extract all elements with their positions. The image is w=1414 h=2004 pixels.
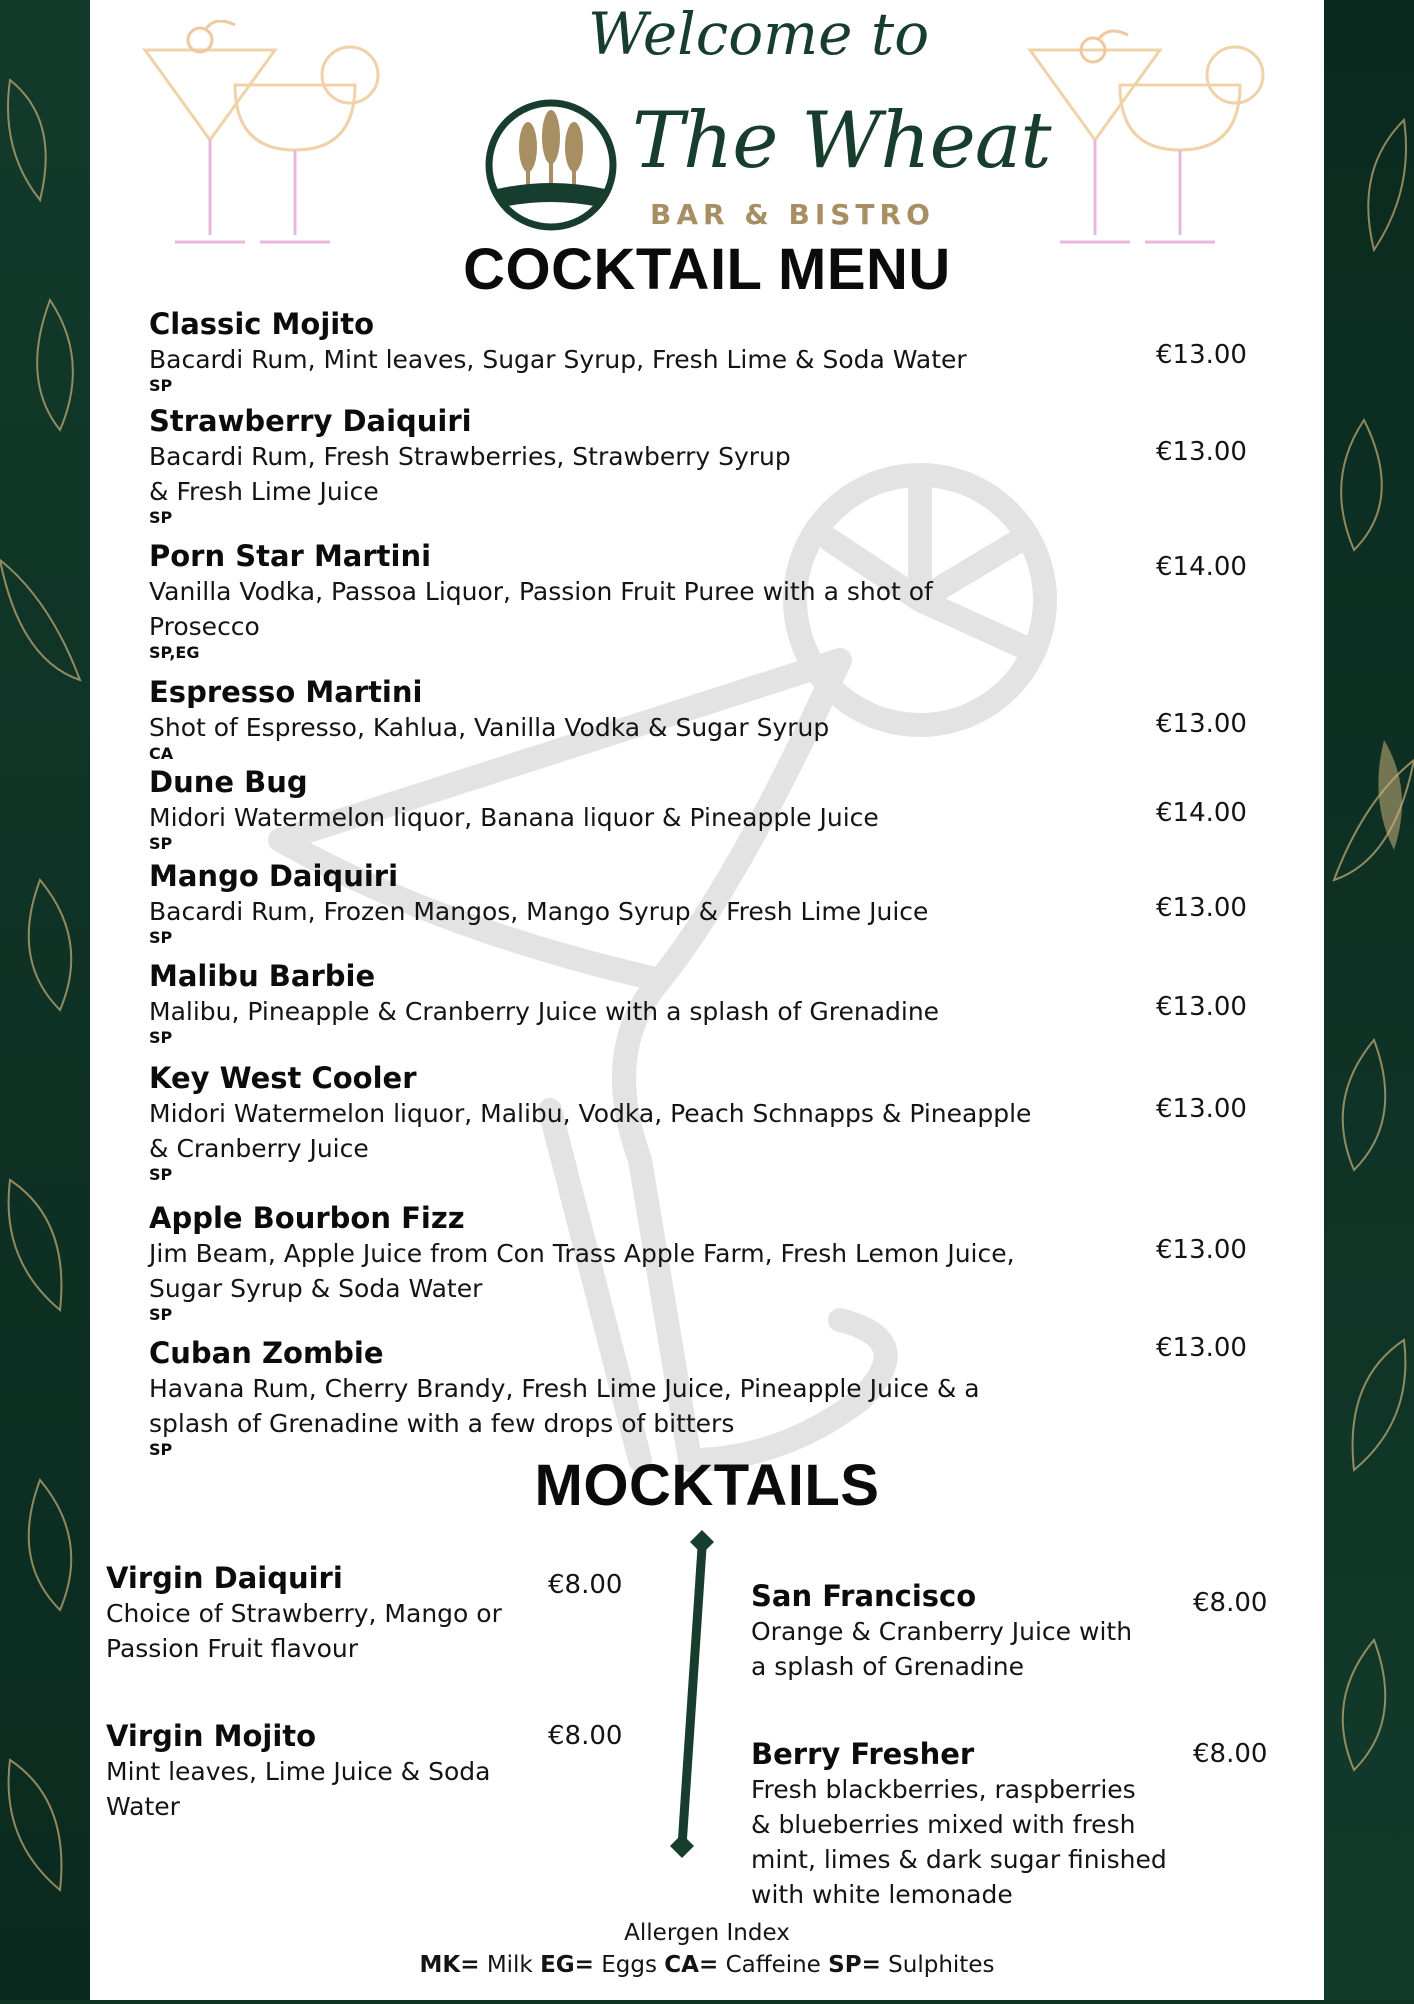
cocktail-description: Bacardi Rum, Frozen Mangos, Mango Syrup & Fresh Lime Juice [149,897,929,926]
cocktail-price: €13.00 [1156,340,1247,370]
allergen-code: CA= [664,1952,719,1978]
cocktail-description: Jim Beam, Apple Juice from Con Trass Apple Farm, Fresh Lemon Juice, [149,1239,1015,1268]
mocktail-price: €8.00 [548,1721,623,1751]
mocktail-description: mint, limes & dark sugar finished [751,1845,1167,1874]
cocktail-allergen: SP [149,1305,173,1324]
cocktail-allergen: SP [149,928,173,947]
cocktail-description: & Fresh Lime Juice [149,477,379,506]
welcome-text: Welcome to [588,0,930,68]
cocktail-name: Espresso Martini [149,675,423,709]
cocktail-price: €13.00 [1156,437,1247,467]
mocktail-description: & blueberries mixed with fresh [751,1810,1136,1839]
mocktail-name: Virgin Daiquiri [106,1561,343,1595]
mocktail-description: with white lemonade [751,1880,1013,1909]
cocktail-item [149,306,1049,395]
cocktail-name: Apple Bourbon Fizz [149,1201,465,1235]
allergen-label: Sulphites [888,1952,995,1978]
cocktail-description: Havana Rum, Cherry Brandy, Fresh Lime Juice, Pineapple Juice & a [149,1374,980,1403]
mocktail-name: Virgin Mojito [106,1719,317,1753]
cocktail-glasses-left-icon [140,20,390,260]
mocktail-description: a splash of Grenadine [751,1652,1024,1681]
mocktail-description: Choice of Strawberry, Mango or [106,1599,502,1628]
cocktail-glasses-right-icon [1025,20,1275,260]
cocktail-allergen: SP [149,1028,173,1047]
allergen-label: Milk [486,1952,533,1978]
cocktail-name: Mango Daiquiri [149,859,399,893]
cocktail-description: Vanilla Vodka, Passoa Liquor, Passion Fruit Puree with a shot of [149,577,933,606]
cocktail-name: Classic Mojito [149,307,374,341]
cocktail-menu-title: COCKTAIL MENU [463,237,951,302]
cocktail-price: €13.00 [1156,893,1247,923]
brand-subtitle: BAR & BISTRO [650,198,935,231]
cocktail-name: Strawberry Daiquiri [149,404,472,438]
cocktail-item [149,1335,1049,1459]
cocktail-item [149,1060,1049,1184]
cocktail-allergen: SP [149,508,173,527]
mocktail-item [106,1560,526,1666]
cocktail-description: splash of Grenadine with a few drops of bitters [149,1409,735,1438]
cocktail-item [149,1200,1049,1324]
mocktail-name: San Francisco [751,1579,977,1613]
cocktail-allergen: CA [149,744,174,763]
cocktail-price: €14.00 [1156,552,1247,582]
cocktail-description: Prosecco [149,612,260,641]
cocktail-item [149,764,1049,853]
brand-name: The Wheat [632,96,1051,186]
cocktail-description: & Cranberry Juice [149,1134,369,1163]
cocktail-price: €13.00 [1156,992,1247,1022]
cocktail-allergen: SP [149,376,173,395]
cocktail-item [149,858,1049,947]
cocktail-price: €13.00 [1156,1333,1247,1363]
mocktail-description: Fresh blackberries, raspberries [751,1775,1136,1804]
cocktail-stirrer-divider [660,1520,750,1860]
mocktail-price: €8.00 [548,1570,623,1600]
mocktail-description: Passion Fruit flavour [106,1634,359,1663]
cocktail-item [149,674,1049,763]
cocktail-name: Cuban Zombie [149,1336,384,1370]
allergen-label: Caffeine [725,1952,821,1978]
cocktail-item [149,538,1049,662]
mocktail-description: Orange & Cranberry Juice with [751,1617,1133,1646]
cocktail-name: Key West Cooler [149,1061,417,1095]
mocktail-item [751,1736,1171,1912]
cocktail-allergen: SP,EG [149,643,200,662]
cocktail-description: Bacardi Rum, Mint leaves, Sugar Syrup, Fresh Lime & Soda Water [149,345,967,374]
mocktail-description: Mint leaves, Lime Juice & Soda [106,1757,491,1786]
cocktail-allergen: SP [149,834,173,853]
cocktail-price: €13.00 [1156,1094,1247,1124]
mocktail-item [106,1718,526,1824]
cocktail-name: Dune Bug [149,765,308,799]
mocktail-price: €8.00 [1193,1588,1268,1618]
cocktail-name: Malibu Barbie [149,959,376,993]
cocktail-description: Bacardi Rum, Fresh Strawberries, Strawberry Syrup [149,442,791,471]
cocktail-item [149,958,1049,1047]
mocktail-name: Berry Fresher [751,1737,975,1771]
cocktail-description: Shot of Espresso, Kahlua, Vanilla Vodka & Sugar Syrup [149,713,830,742]
allergen-index-legend [0,1952,1414,1978]
cocktail-price: €13.00 [1156,709,1247,739]
allergen-label: Eggs [601,1952,657,1978]
cocktail-item [149,403,1049,527]
mocktail-item [751,1578,1171,1684]
cocktail-description: Midori Watermelon liquor, Malibu, Vodka, Peach Schnapps & Pineapple [149,1099,1032,1128]
mocktail-description: Water [106,1792,180,1821]
allergen-code: EG= [540,1952,594,1978]
cocktail-description: Sugar Syrup & Soda Water [149,1274,483,1303]
allergen-code: MK= [419,1952,480,1978]
allergen-code: SP= [828,1952,881,1978]
cocktail-price: €13.00 [1156,1235,1247,1265]
cocktail-allergen: SP [149,1440,173,1459]
cocktail-price: €14.00 [1156,798,1247,828]
cocktail-name: Porn Star Martini [149,539,432,573]
cocktail-allergen: SP [149,1165,173,1184]
mocktail-price: €8.00 [1193,1739,1268,1769]
allergen-index-title: Allergen Index [624,1920,790,1946]
mocktails-title: MOCKTAILS [534,1453,880,1518]
wheat-logo-icon [483,97,619,233]
cocktail-description: Malibu, Pineapple & Cranberry Juice with a splash of Grenadine [149,997,940,1026]
cocktail-description: Midori Watermelon liquor, Banana liquor & Pineapple Juice [149,803,879,832]
